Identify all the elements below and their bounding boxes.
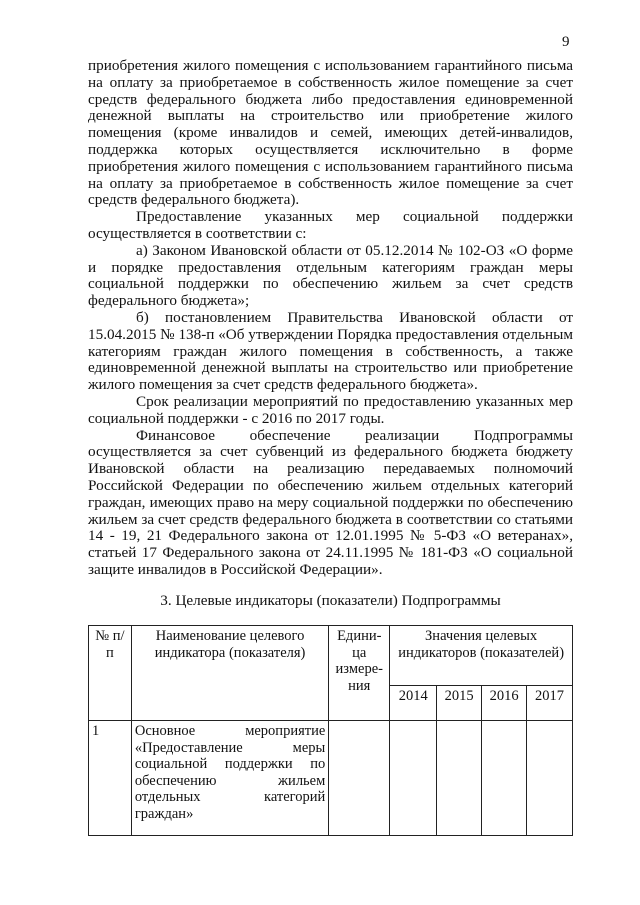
cell-value <box>482 721 527 836</box>
header-name: Наименование целевого индикатора (показателя) <box>131 626 328 721</box>
paragraph: приобретения жилого помещения с использованием гарантийного письма на оплату за приобретаемое в собственность жилое помещение за счет средств федерального бюджета либо предоставления единовременной денежной выплаты на строительство или приобретение жилого помещения (кроме инвалидов и семей, имеющих детей-инвалидов, поддержка которых осуществляется исключительно в форме приобретения жилого помещения с использованием гарантийного письма на оплату за приобретаемое в собственность жилое помещение за счет средств федерального бюджета). <box>88 57 573 209</box>
header-values: Значения целевых индикаторов (показателей) <box>390 626 573 686</box>
body-text <box>88 58 573 579</box>
paragraph: Предоставление указанных мер социальной поддержки осуществляется в соответствии с: <box>88 208 573 242</box>
cell-num: 1 <box>89 721 132 836</box>
cell-value <box>527 721 573 836</box>
cell-value <box>390 721 437 836</box>
cell-unit <box>329 721 390 836</box>
paragraph: Срок реализации мероприятий по предоставлению указанных мер социальной поддержки - с 2016 по 2017 годы. <box>88 392 573 427</box>
page-number: 9 <box>562 34 570 50</box>
header-year: 2014 <box>390 686 437 721</box>
table-header-row <box>89 626 573 686</box>
header-num: № п/п <box>89 626 132 721</box>
header-year: 2015 <box>437 686 482 721</box>
paragraph: б) постановлением Правительства Ивановской области от 15.04.2015 № 138-п «Об утверждении Порядка предоставления отдельным категориям граждан жилого помещения в собственность, а также единовременной денежной выплаты на строительство или приобретение жилого помещения за счет средств федерального бюджета». <box>88 308 573 394</box>
header-unit: Едини- ца измере- ния <box>329 626 390 721</box>
cell-name: Основное мероприятие «Предоставление меры социальной поддержки по обеспечению жильем отдельных категорий граждан» <box>131 721 328 836</box>
cell-value <box>437 721 482 836</box>
header-year: 2017 <box>527 686 573 721</box>
section-heading: 3. Целевые индикаторы (показатели) Подпрограммы <box>160 592 501 609</box>
paragraph: а) Законом Ивановской области от 05.12.2014 № 102-ОЗ «О форме и порядке предоставления отдельным категориям граждан меры социальной поддержки по обеспечению жильем за счет средств федерального бюджета»; <box>88 241 573 310</box>
table-row <box>89 721 573 836</box>
paragraph: Финансовое обеспечение реализации Подпрограммы осуществляется за счет субвенций из федерального бюджета бюджету Ивановской области на реализацию передаваемых полномочий Российской Федерации по обеспечению жильем отдельных категорий граждан, имеющих право на меру социальной поддержки по обеспечению жильем за счет средств федерального бюджета в соответствии со статьями 14 - 19, 21 Федерального закона от 12.01.1995 № 5-ФЗ «О ветеранах», статьей 17 Федерального закона от 24.11.1995 № 181-ФЗ «О социальной защите инвалидов в Российской Федерации». <box>88 426 573 578</box>
header-year: 2016 <box>482 686 527 721</box>
indicators-table <box>88 625 573 836</box>
